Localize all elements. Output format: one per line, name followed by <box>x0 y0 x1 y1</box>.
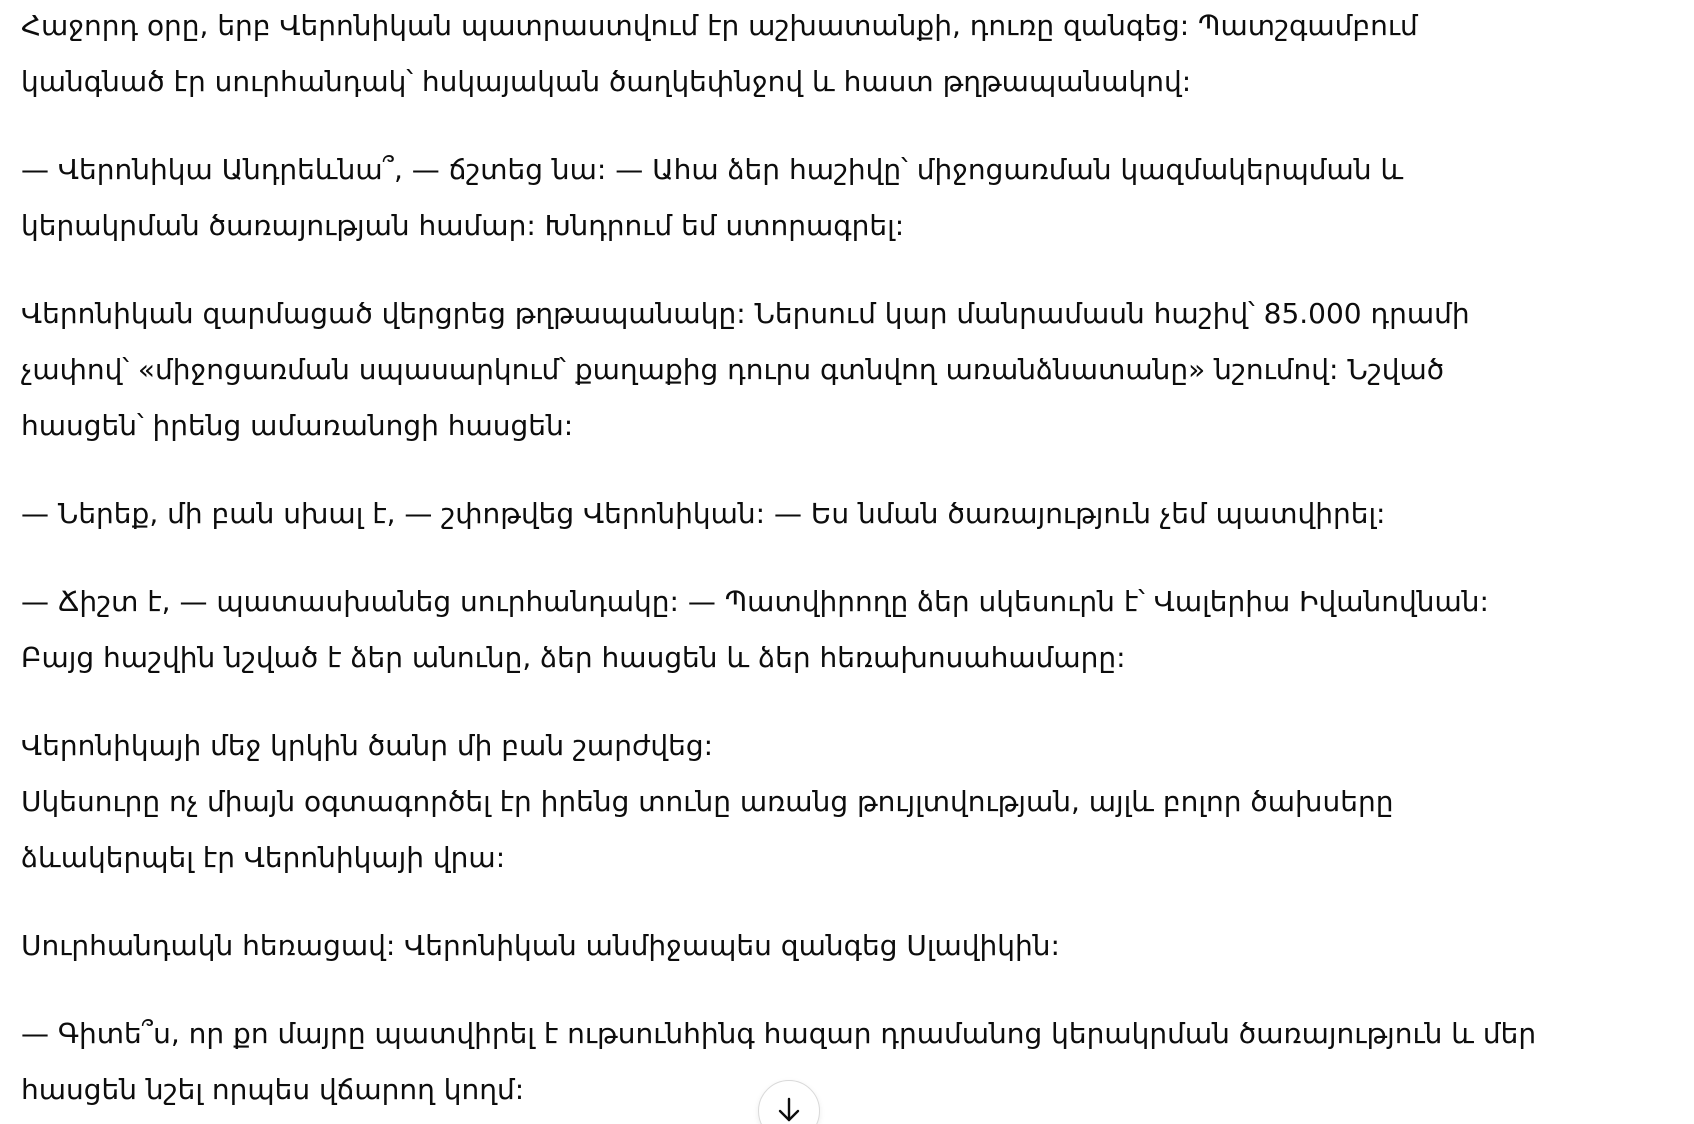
message-paragraph: Հաջորդ օրը, երբ Վերոնիկան պատրաստվում էր աշխատանքի, դուռը զանգեց: Պատշգամբում կանգնած էր սուրհանդակ՝ հսկայական ծաղկեփնջով և հաստ թղթապանակով: <box>21 9 1418 98</box>
arrow-down-icon <box>774 1095 804 1124</box>
message-paragraph: Վերոնիկան զարմացած վերցրեց թղթապանակը: Ներսում կար մանրամասն հաշիվ՝ 85.000 դրամի չափով՝ «միջոցառման սպասարկում՝ քաղաքից դուրս գտնվող առանձնատանը» նշումով: Նշված հասցեն՝ իրենց ամառանոցի հասցեն: <box>21 297 1470 442</box>
message-paragraph: — Վերոնիկա Անդրեևնա՞, — ճշտեց նա: — Ահա ձեր հաշիվը՝ միջոցառման կազմակերպման և կերակրման ծառայության համար: Խնդրում եմ ստորագրել: <box>21 153 1404 242</box>
chat-message-body <box>21 0 1661 1124</box>
message-paragraph: Սուրհանդակն հեռացավ: Վերոնիկան անմիջապես զանգեց Սլավիկին: <box>21 929 1060 962</box>
message-paragraph: — Ներեք, մի բան սխալ է, — շփոթվեց Վերոնիկան: — Ես նման ծառայություն չեմ պատվիրել: <box>21 497 1386 530</box>
message-paragraph: Վերոնիկայի մեջ կրկին ծանր մի բան շարժվեց: Սկեսուրը ոչ միայն օգտագործել էր իրենց տունը առանց թույլտվության, այլև բոլոր ծախսերը ձևակերպել էր Վերոնիկայի վրա: <box>21 729 1394 874</box>
message-paragraph: — Գիտե՞ս, որ քո մայրը պատվիրել է ութսունհինգ հազար դրամանոց կերակրման ծառայություն և մեր հասցեն նշել որպես վճարող կողմ: <box>21 1017 1537 1106</box>
message-paragraph: — Ճիշտ է, — պատասխանեց սուրհանդակը: — Պատվիրողը ձեր սկեսուրն է՝ Վալերիա Իվանովնան: Բայց հաշվին նշված է ձեր անունը, ձեր հասցեն և ձեր հեռախոսահամարը: <box>21 585 1489 674</box>
